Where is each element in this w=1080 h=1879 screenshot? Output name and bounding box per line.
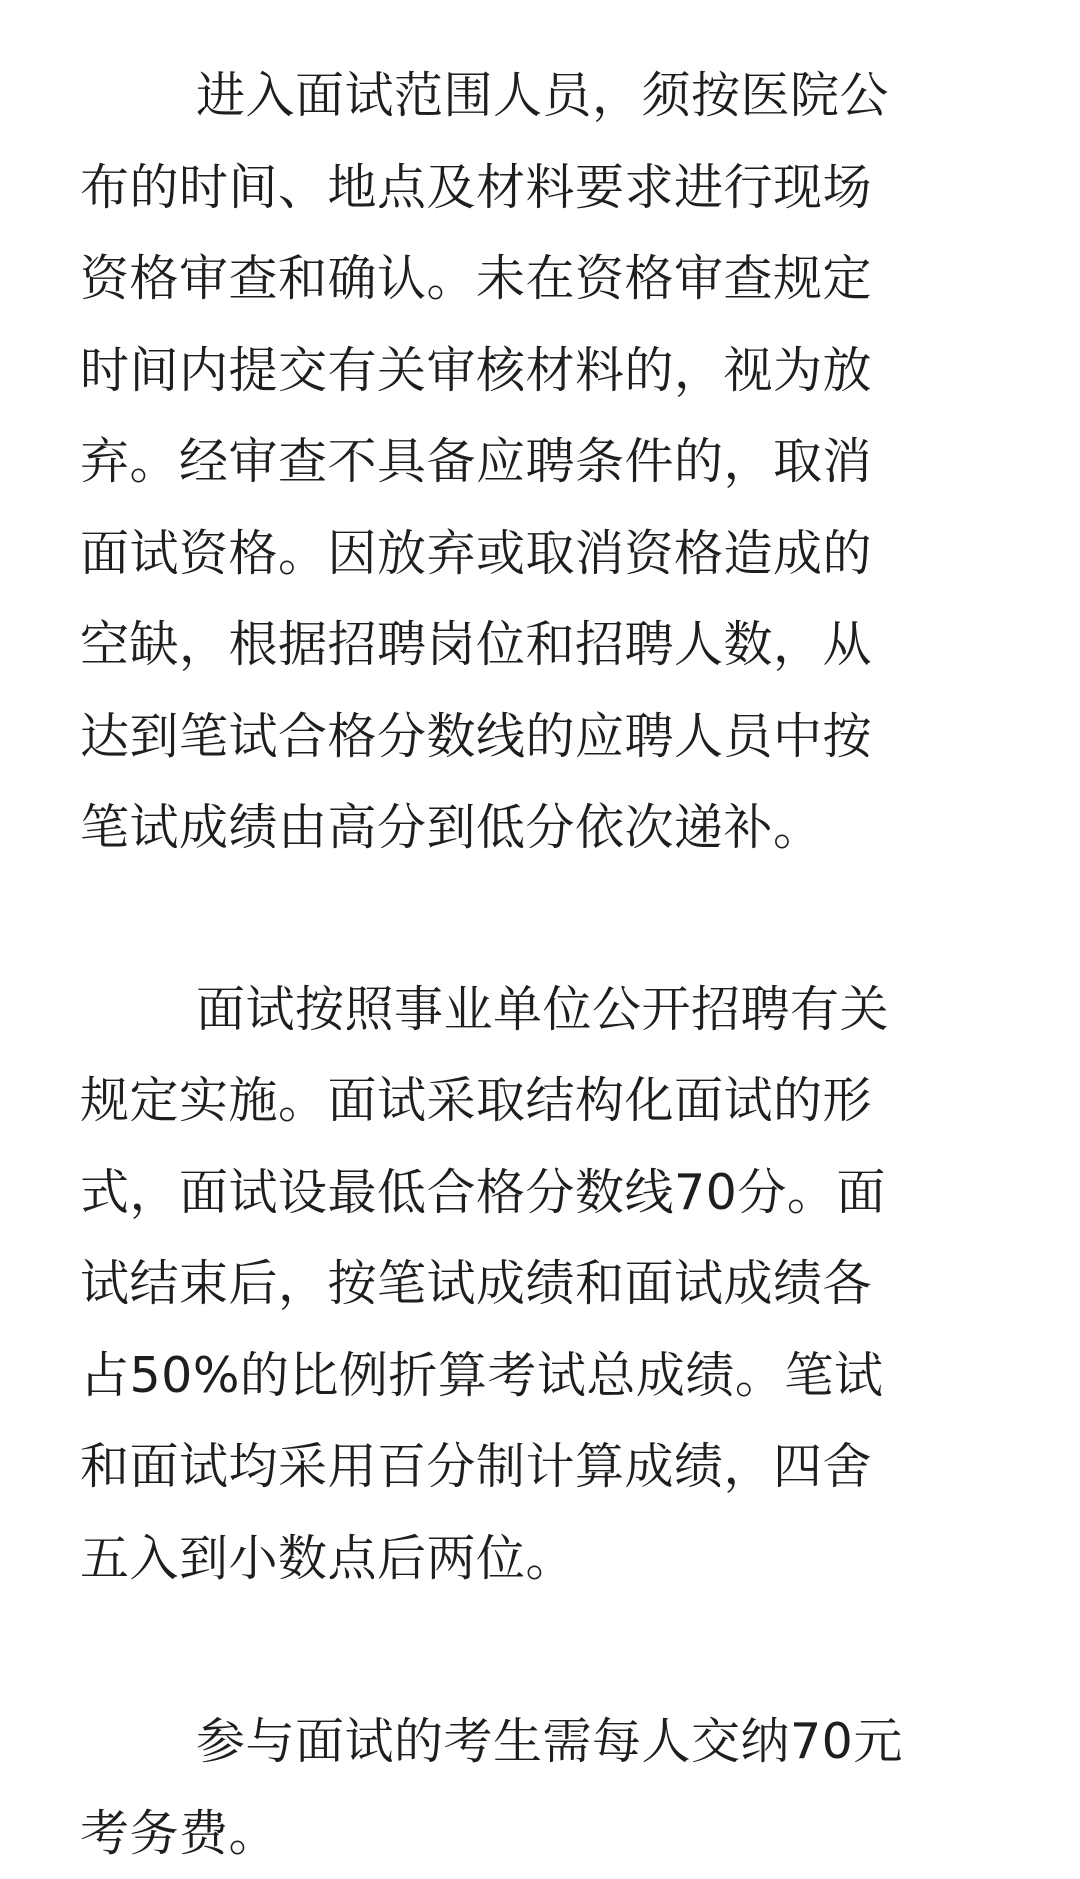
- text-line: 占50%的比例折算考试总成绩。笔试: [80, 1330, 1020, 1422]
- text-line: 面试资格。因放弃或取消资格造成的: [80, 508, 1020, 600]
- text-line: 试结束后，按笔试成绩和面试成绩各: [80, 1238, 1020, 1330]
- text-line: 面试按照事业单位公开招聘有关: [80, 964, 1020, 1056]
- text-line: 时间内提交有关审核材料的，视为放: [80, 325, 1020, 417]
- text-line: 和面试均采用百分制计算成绩，四舍: [80, 1421, 1020, 1513]
- text-line: 空缺，根据招聘岗位和招聘人数，从: [80, 599, 1020, 691]
- text-line: 参与面试的考生需每人交纳70元: [80, 1696, 1020, 1788]
- text-line: 资格审查和确认。未在资格审查规定: [80, 233, 1020, 325]
- text-line: 规定实施。面试采取结构化面试的形: [80, 1055, 1020, 1147]
- article-body: [80, 50, 1020, 1879]
- text-line: 笔试成绩由高分到低分依次递补。: [80, 782, 1020, 874]
- text-line: 五入到小数点后两位。: [80, 1513, 1020, 1605]
- text-line: 考务费。: [80, 1788, 1020, 1879]
- paragraph-interview-scoring: [80, 964, 1020, 1605]
- paragraph-exam-fee: [80, 1696, 1020, 1879]
- text-line: 布的时间、地点及材料要求进行现场: [80, 142, 1020, 234]
- text-line: 进入面试范围人员，须按医院公: [80, 50, 1020, 142]
- text-line: 式，面试设最低合格分数线70分。面: [80, 1147, 1020, 1239]
- text-line: 达到笔试合格分数线的应聘人员中按: [80, 691, 1020, 783]
- paragraph-interview-qualification: [80, 50, 1020, 874]
- text-line: 弃。经审查不具备应聘条件的，取消: [80, 416, 1020, 508]
